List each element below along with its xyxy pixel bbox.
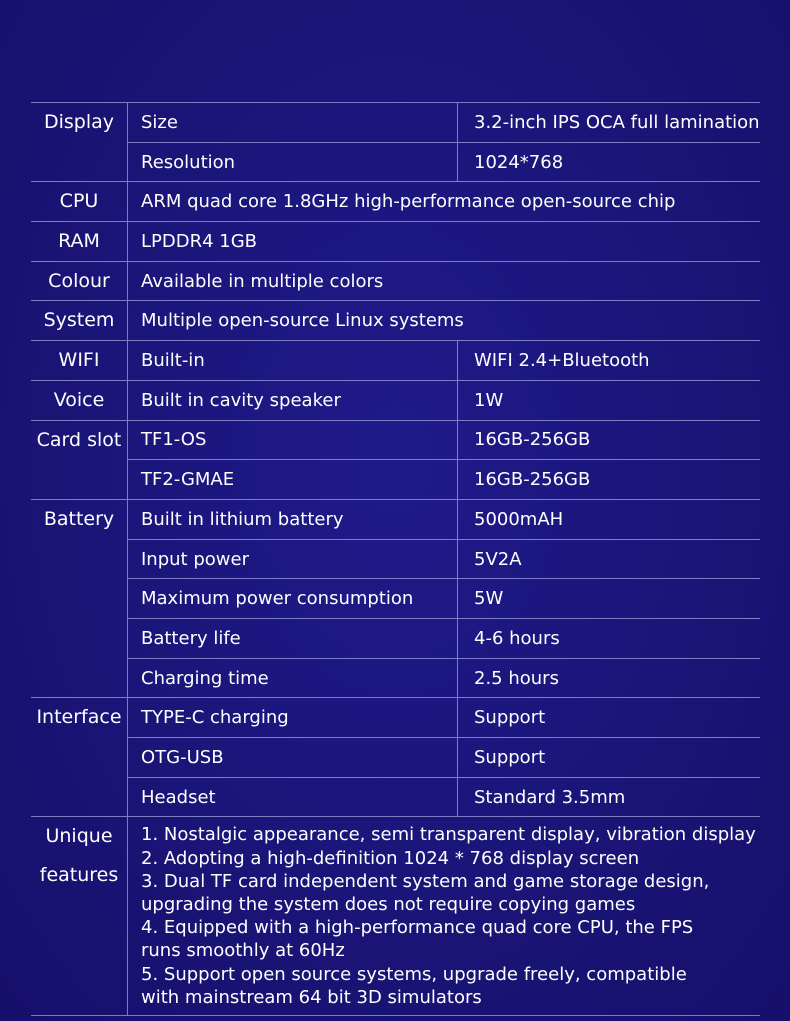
feature-line: upgrading the system does not require copying games [141,894,636,916]
spec-row [128,222,760,261]
spec-row [128,262,760,301]
spec-value: 3.2-inch IPS OCA full lamination [474,111,760,133]
spec-name: Built in cavity speaker [128,381,458,420]
category-label-line: features [39,864,119,887]
spec-row [128,500,760,539]
spec-row [128,142,760,182]
spec-value: 1024*768 [474,151,564,173]
spec-name: Input power [128,540,458,579]
spec-row [128,578,760,618]
spec-value: 5000mAH [474,508,564,530]
spec-row [128,459,760,499]
feature-line: 5. Support open source systems, upgrade freely, compatible [141,963,687,985]
category-label: Voice [31,381,128,420]
feature-line: 1. Nostalgic appearance, semi transparent display, vibration display [141,824,756,846]
spec-value: 16GB-256GB [474,469,591,491]
category-label: Battery [31,500,128,697]
spec-group-system [31,300,760,340]
spec-name: Built-in [128,341,458,380]
spec-value: 5V2A [474,548,522,570]
spec-group-unique-features [31,816,760,1016]
spec-group-card-slot [31,420,760,499]
spec-name: TF1-OS [128,421,458,460]
spec-group-cpu [31,181,760,221]
spec-table [31,102,760,1016]
feature-line: 4. Equipped with a high-performance quad core CPU, the FPS [141,917,694,939]
spec-row [128,539,760,579]
category-label: WIFI [31,341,128,380]
spec-value: ARM quad core 1.8GHz high-performance open-source chip [141,191,676,213]
spec-row [128,381,760,420]
spec-value: 5W [474,588,504,610]
category-label: Card slot [31,421,128,499]
spec-name: Headset [128,778,458,817]
feature-line: 3. Dual TF card independent system and game storage design, [141,870,710,892]
spec-row [128,658,760,698]
category-label-line: Unique [45,825,113,848]
spec-row [128,103,760,142]
spec-name: TYPE-C charging [128,698,458,737]
spec-name: Size [128,103,458,142]
spec-row [128,421,760,460]
category-label: Interface [31,698,128,816]
spec-group-wifi [31,340,760,380]
spec-row [128,341,760,380]
spec-value: Available in multiple colors [141,270,384,292]
category-label: System [31,301,128,340]
spec-value: LPDDR4 1GB [141,230,258,252]
spec-value: Support [474,707,546,729]
spec-row [128,301,760,340]
category-label: RAM [31,222,128,261]
spec-group-voice [31,380,760,420]
category-label: Colour [31,262,128,301]
feature-line: with mainstream 64 bit 3D simulators [141,986,482,1008]
feature-line: runs smoothly at 60Hz [141,940,345,962]
spec-name: Charging time [128,659,458,698]
spec-name: Resolution [128,143,458,182]
spec-value: Support [474,746,546,768]
spec-value: 4-6 hours [474,627,560,649]
spec-value: Multiple open-source Linux systems [141,310,464,332]
spec-row [128,698,760,737]
spec-row [128,777,760,817]
category-label: CPU [31,182,128,221]
spec-row [128,618,760,658]
category-label: Display [31,103,128,181]
feature-list [128,817,760,1015]
spec-name: OTG-USB [128,738,458,777]
spec-group-colour [31,261,760,301]
spec-row [128,737,760,777]
spec-group-ram [31,221,760,261]
spec-row [128,182,760,221]
category-label [31,817,128,1015]
spec-name: Battery life [128,619,458,658]
spec-group-battery [31,499,760,697]
spec-value: Standard 3.5mm [474,786,626,808]
spec-name: TF2-GMAE [128,460,458,499]
spec-name: Maximum power consumption [128,579,458,618]
spec-value: 16GB-256GB [474,429,591,451]
spec-name: Built in lithium battery [128,500,458,539]
spec-group-display [31,102,760,181]
spec-value: 2.5 hours [474,667,559,689]
spec-group-interface [31,697,760,816]
feature-line: 2. Adopting a high-definition 1024 * 768 display screen [141,847,640,869]
spec-value: 1W [474,389,504,411]
spec-value: WIFI 2.4+Bluetooth [474,350,650,372]
